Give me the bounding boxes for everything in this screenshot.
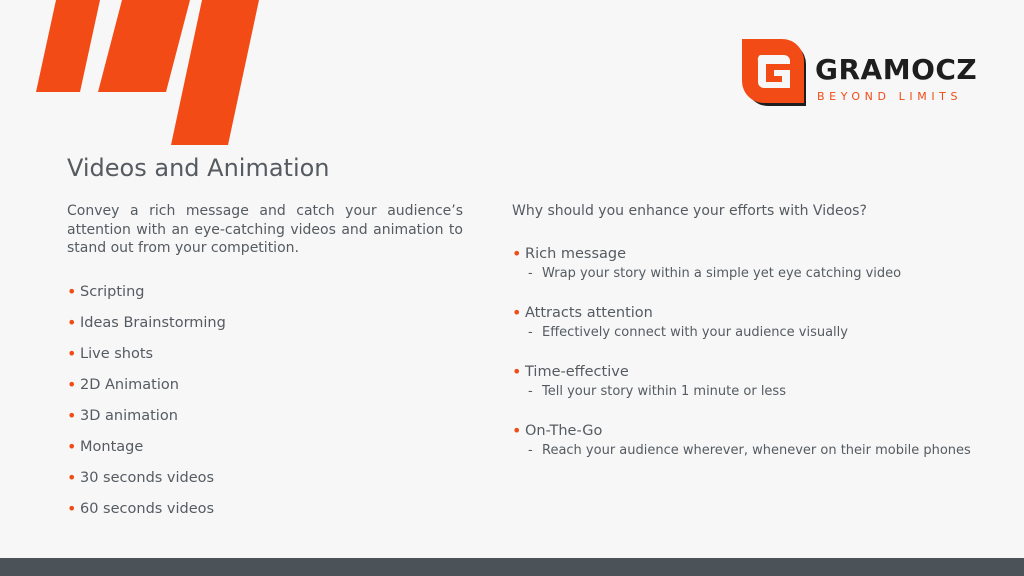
list-item	[67, 282, 226, 313]
dash-icon: -	[528, 325, 533, 340]
service-label: 60 seconds videos	[80, 501, 215, 517]
list-item	[67, 437, 226, 468]
list-item	[512, 362, 971, 421]
benefits-question: Why should you enhance your efforts with Videos?	[512, 203, 867, 219]
bullet-icon: •	[67, 282, 77, 301]
bullet-icon: •	[67, 344, 77, 363]
benefit-title: Rich message	[525, 246, 627, 262]
bullet-icon: •	[67, 499, 77, 518]
bullet-icon: •	[512, 362, 522, 381]
bullet-icon: •	[67, 468, 77, 487]
service-label: 2D Animation	[80, 377, 179, 393]
service-label: Montage	[80, 439, 144, 455]
service-label: Live shots	[80, 346, 154, 362]
service-label: Scripting	[80, 284, 145, 300]
decorative-stripes	[0, 0, 280, 150]
gramocz-logo	[740, 38, 980, 110]
benefit-description: Reach your audience wherever, whenever on their mobile phones	[542, 443, 971, 458]
benefit-description: Tell your story within 1 minute or less	[542, 384, 786, 399]
footer-bar	[0, 558, 1024, 576]
intro-paragraph: Convey a rich message and catch your audience’s attention with an eye-catching videos and animation to stand out from your competition.	[67, 203, 463, 256]
bullet-icon: •	[512, 244, 522, 263]
list-item	[67, 375, 226, 406]
bullet-icon: •	[67, 313, 77, 332]
service-label: 30 seconds videos	[80, 470, 215, 486]
bullet-icon: •	[67, 406, 77, 425]
list-item	[67, 344, 226, 375]
benefit-description: Effectively connect with your audience visually	[542, 325, 848, 340]
dash-icon: -	[528, 384, 533, 399]
list-item	[512, 303, 971, 362]
benefit-title: Attracts attention	[525, 305, 653, 321]
bullet-icon: •	[67, 375, 77, 394]
benefit-title: On-The-Go	[525, 423, 603, 439]
list-item	[67, 499, 226, 530]
service-label: Ideas Brainstorming	[80, 315, 226, 331]
bullet-icon: •	[512, 303, 522, 322]
logo-emblem-icon	[740, 38, 810, 110]
benefit-description: Wrap your story within a simple yet eye catching video	[542, 266, 902, 281]
brand-name: GRAMOCZ	[815, 53, 978, 86]
list-item	[67, 313, 226, 344]
service-label: 3D animation	[80, 408, 178, 424]
page-title: Videos and Animation	[67, 154, 330, 182]
dash-icon: -	[528, 266, 533, 281]
list-item	[512, 244, 971, 303]
bullet-icon: •	[512, 421, 522, 440]
benefit-title: Time-effective	[525, 364, 629, 380]
services-list	[67, 282, 226, 530]
bullet-icon: •	[67, 437, 77, 456]
brand-tagline: BEYOND LIMITS	[817, 90, 963, 103]
benefits-list	[512, 244, 971, 480]
list-item	[512, 421, 971, 480]
list-item	[67, 468, 226, 499]
dash-icon: -	[528, 443, 533, 458]
list-item	[67, 406, 226, 437]
